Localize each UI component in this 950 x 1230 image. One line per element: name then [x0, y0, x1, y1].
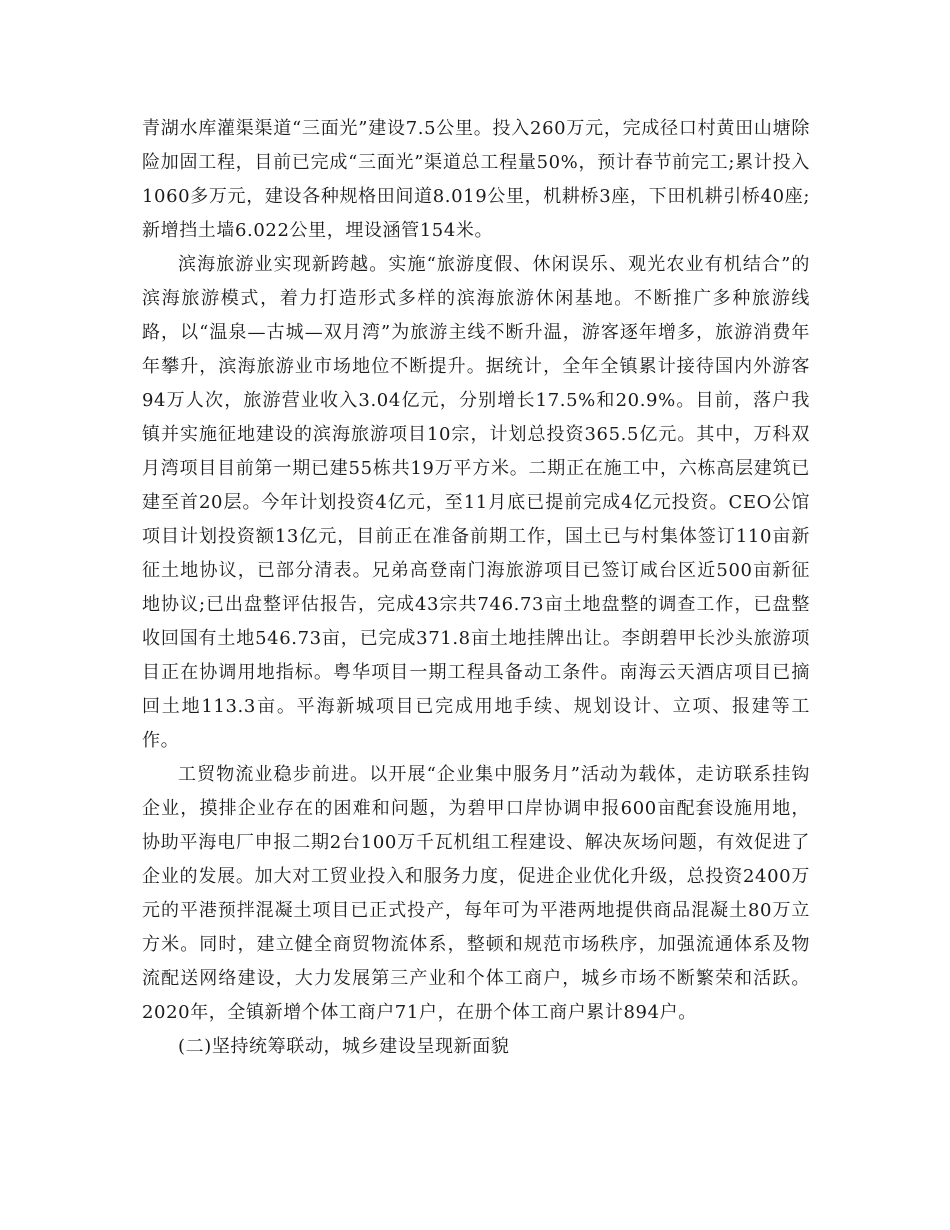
section-heading: (二)坚持统筹联动，城乡建设呈现新面貌 — [178, 1036, 510, 1057]
document-body — [142, 112, 810, 1064]
paragraph-tourism: 滨海旅游业实现新跨越。实施“旅游度假、休闲误乐、观光农业有机结合”的滨海旅游模式，着力打造形式多样的滨海旅游休闲基地。不断推广多种旅游线路，以“温泉—古城—双月湾”为旅游主线不断升温，游客逐年增多，旅游消费年年攀升，滨海旅游业市场地位不断提升。据统计，全年全镇累计接待国内外游客94万人次，旅游营业收入3.04亿元，分别增长17.5%和20.9%。目前，落户我镇并实施征地建设的滨海旅游项目10宗，计划总投资365.5亿元。其中，万科双月湾项目目前第一期已建55栋共19万平方米。二期正在施工中，六栋高层建筑已建至首20层。今年计划投资4亿元，至11月底已提前完成4亿元投资。CEO公馆项目计划投资额13亿元，目前正在准备前期工作，国土已与村集体签订110亩新征土地协议，已部分清表。兄弟高登南门海旅游项目已签订咸台区近500亩新征地协议;已出盘整评估报告，完成43宗共746.73亩土地盘整的调查工作，已盘整收回国有土地546.73亩，已完成371.8亩土地挂牌出让。李朗碧甲长沙头旅游项目正在协调用地指标。粤华项目一期工程具备动工条件。南海云天酒店项目已摘回土地113.3亩。平海新城项目已完成用地手续、规划设计、立项、报建等工作。 — [142, 254, 810, 751]
paragraph-trade-logistics: 工贸物流业稳步前进。以开展“企业集中服务月”活动为载体，走访联系挂钩企业，摸排企业存在的困难和问题，为碧甲口岸协调申报600亩配套设施用地，协助平海电厂申报二期2台100万千瓦机组工程建设、解决灰场问题，有效促进了企业的发展。加大对工贸业投入和服务力度，促进企业优化升级，总投资2400万元的平港预拌混凝土项目已正式投产，每年可为平港两地提供商品混凝土80万立方米。同时，建立健全商贸物流体系，整顿和规范市场秩序，加强流通体系及物流配送网络建设，大力发展第三产业和个体工商户，城乡市场不断繁荣和活跃。2020年，全镇新增个体工商户71户，在册个体工商户累计894户。 — [142, 764, 810, 1023]
paragraph-irrigation: 青湖水库灌渠渠道“三面光”建设7.5公里。投入260万元，完成径口村黄田山塘除险加固工程，目前已完成“三面光”渠道总工程量50%，预计春节前完工;累计投入1060多万元，建设各种规格田间道8.019公里，机耕桥3座，下田机耕引桥40座;新增挡土墙6.022公里，埋设涵管154米。 — [142, 118, 810, 241]
